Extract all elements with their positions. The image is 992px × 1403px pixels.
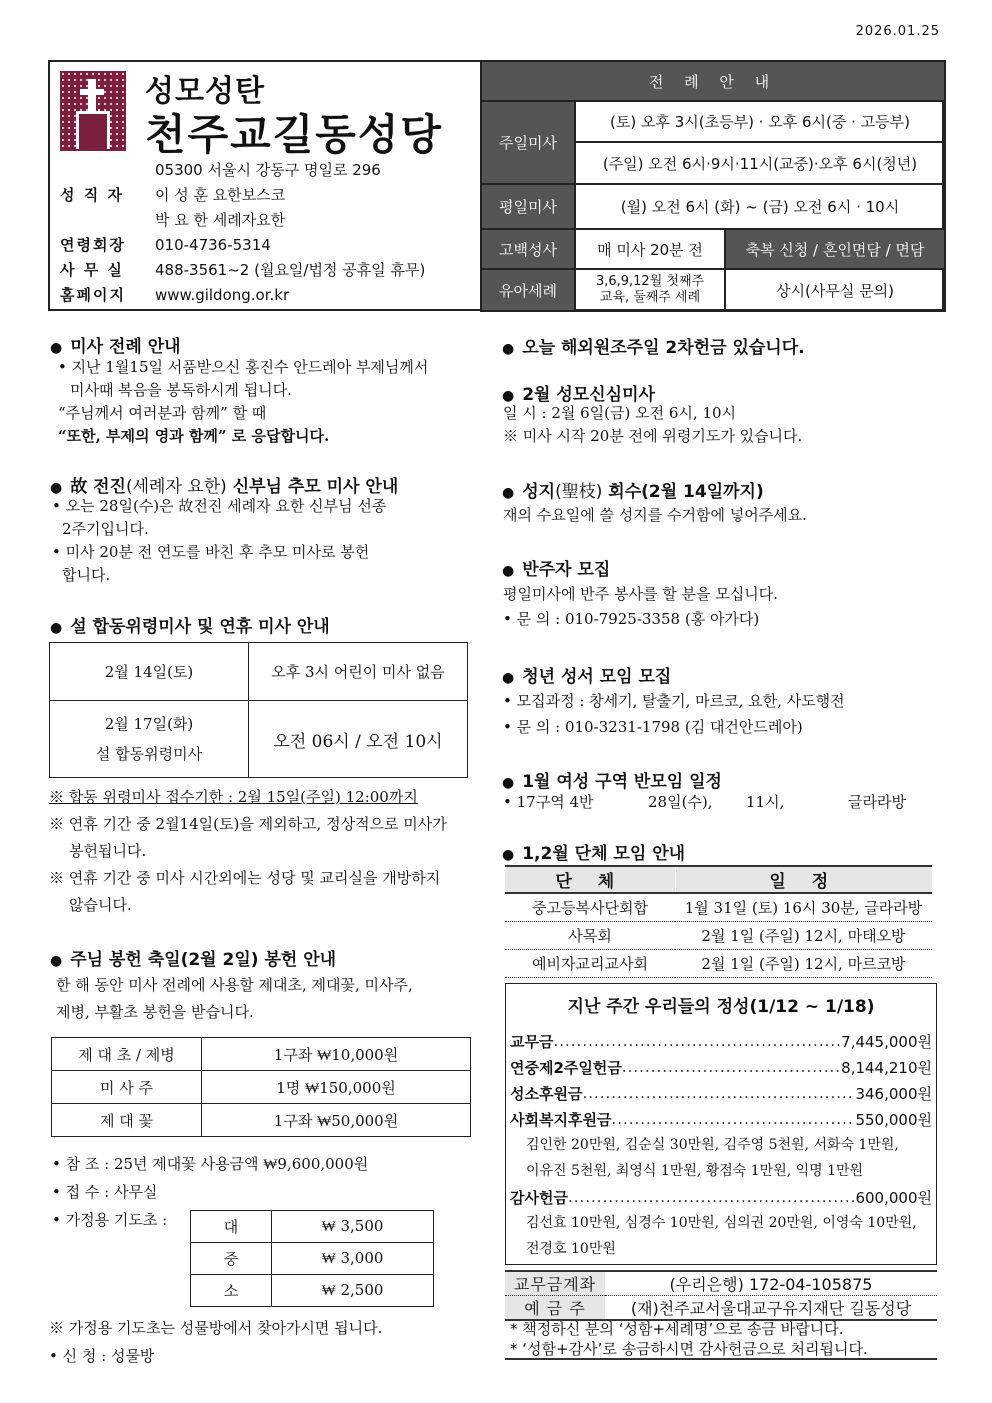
homepage-link[interactable]: www.gildong.or.kr bbox=[155, 286, 290, 304]
candle-price-table: 대 ₩ 3,500 중 ₩ 3,000 소 ₩ 2,500 bbox=[190, 1210, 434, 1307]
table-row: 사목회 2월 1일 (주일) 12시, 마태오방 bbox=[505, 921, 932, 949]
church-logo bbox=[60, 71, 126, 151]
heart-text: 일 시 : 2월 6일(금) 오전 6시, 10시 ※ 미사 시작 20분 전에 위령기도가 있습니다. bbox=[503, 404, 803, 445]
info-row: 사 무 실 488-3561~2 (월요일/법정 공휴일 휴무) bbox=[60, 261, 426, 279]
women-schedule: • 17구역 4반 28일(수), 11시, 글라라방 bbox=[503, 793, 906, 811]
liturgy-title: 전 례 안 내 bbox=[481, 61, 945, 101]
section-heart-title: ● 2월 성모신심미사 bbox=[502, 380, 655, 405]
section-groups-title: ● 1,2월 단체 모임 안내 bbox=[502, 839, 685, 864]
palm-text: 재의 수요일에 쓸 성지를 수거함에 넣어주세요. bbox=[503, 506, 807, 524]
confession-label: 고백성사 bbox=[481, 229, 575, 269]
section-memorial-title: ● 故 전진(세례자 요한) 신부님 추모 미사 안내 bbox=[50, 472, 398, 497]
info-row: 홈페이지 www.gildong.or.kr bbox=[60, 286, 290, 304]
table-row: 중고등복사단회합 1월 31일 (토) 16시 30분, 글라라방 bbox=[505, 893, 932, 921]
sunday-mass-2: (주일) 오전 6시·9시·11시(교중)·오후 6시(청년) bbox=[575, 142, 945, 184]
offering-row: 사회복지후원금 ..... 550,000원 bbox=[510, 1106, 932, 1132]
table-row: 예비자교리교사회 2월 1일 (주일) 12시, 마르코방 bbox=[505, 949, 932, 977]
offering-price-table: 제 대 초 / 제병 1구좌 ₩10,000원 미 사 주 1명 ₩150,000원 제 대 꽃 1구좌 ₩50,000원 bbox=[51, 1037, 471, 1137]
offering-text: 한 해 동안 미사 전례에 사용할 제대초, 제대꽃, 미사주, 제병, 부활초 봉헌을 받습니다. bbox=[56, 976, 413, 1021]
account-note: * ‘성함+감사’로 송금하시면 감사헌금으로 처리됩니다. bbox=[510, 1340, 868, 1358]
section-organist-title: ● 반주자 모집 bbox=[502, 555, 610, 580]
youth-text: • 모집과정 : 창세기, 탈출기, 마르코, 요한, 사도행전 • 문 의 : 010-3231-1798 (김 대건안드레아) bbox=[503, 692, 845, 736]
baptism-schedule: 3,6,9,12월 첫째주 교육, 둘째주 세례 bbox=[575, 269, 725, 311]
newyear-notes: ※ 합동 위령미사 접수기한 : 2월 15일(주일) 12:00까지 ※ 연휴 기간 중 2월14일(토)을 제외하고, 정상적으로 미사가 봉헌됩니다. ※ 연휴 기간 중 미사 시간외에는 성당 및 교리실을 개방하지 않습니다. bbox=[49, 788, 447, 914]
account-note: * 책정하신 분의 ‘성함+세례명’으로 송금 바랍니다. bbox=[510, 1320, 844, 1338]
bulletin-header bbox=[48, 60, 944, 311]
newyear-table: 2월 14일(토) 오후 3시 어린이 미사 없음 2월 17일(화) 설 합동위령미사 오전 06시 / 오전 10시 bbox=[49, 642, 468, 778]
account-table: 교무금계좌 (우리은행) 172-04-105875 예 금 주 (재)천주교서울대교구유지재단 길동성당 bbox=[505, 1270, 937, 1321]
section-women-title: ● 1월 여성 구역 반모임 일정 bbox=[502, 767, 722, 792]
divider bbox=[505, 1358, 937, 1360]
weekday-mass: (월) 오전 6시 (화) ~ (금) 오전 6시 · 10시 bbox=[575, 184, 945, 229]
section-newyear-title: ● 설 합동위령미사 및 연휴 미사 안내 bbox=[50, 612, 330, 637]
weekday-label: 평일미사 bbox=[481, 184, 575, 229]
donor-list: 전경호 10만원 bbox=[526, 1241, 616, 1257]
sunday-mass-1: (토) 오후 3시(초등부) · 오후 6시(중 · 고등부) bbox=[575, 101, 945, 142]
info-row: 연령회장 010-4736-5314 bbox=[60, 236, 271, 254]
section-youth-title: ● 청년 성서 모임 모집 bbox=[502, 662, 671, 687]
brand-title: 천주교길동성당 bbox=[145, 110, 444, 159]
info-row: 성 직 자 이 성 훈 요한보스코 bbox=[60, 186, 286, 204]
section-offering-title: ● 주님 봉헌 축일(2월 2일) 봉헌 안내 bbox=[50, 945, 336, 970]
memorial-text: • 오는 28일(수)은 故전진 세례자 요한 신부님 선종 2주기입니다. • 미사 20분 전 연도를 바친 후 추모 미사로 봉헌 합니다. bbox=[52, 497, 387, 584]
donor-list: 이유진 5천원, 최영식 1만원, 황점숙 1만원, 익명 1만원 bbox=[526, 1163, 864, 1179]
sunday-label: 주일미사 bbox=[481, 101, 575, 184]
section-palm-title: ● 성지(聖枝) 회수(2월 14일까지) bbox=[502, 477, 764, 502]
overseas-notice: ● 오늘 해외원조주일 2차헌금 있습니다. bbox=[502, 333, 805, 358]
offering-row: 성소후원금 ..... 346,000원 bbox=[510, 1080, 932, 1106]
account-holder: (재)천주교서울대교구유지재단 길동성당 bbox=[605, 1296, 937, 1321]
issue-date: 2026.01.25 bbox=[855, 24, 940, 39]
mass-text: • 지난 1월15일 서품받으신 홍진수 안드레아 부제님께서 미사때 복음을 봉독하시게 됩니다. “주님께서 여러분과 함께” 할 때 “또한, 부제의 영과 함께” 로 응답합니다. bbox=[58, 358, 429, 445]
account-number: (우리은행) 172-04-105875 bbox=[605, 1271, 937, 1296]
baptism-contact: 상시(사무실 문의) bbox=[725, 269, 945, 311]
offering-row: 교무금 ..... 7,445,000원 bbox=[510, 1028, 932, 1054]
baptism-label: 유아세례 bbox=[481, 269, 575, 311]
candle-notes: ※ 가정용 기도초는 성물방에서 찾아가시면 됩니다. • 신 청 : 성물방 bbox=[49, 1319, 383, 1365]
info-row: 박 요 한 세례자요한 bbox=[155, 211, 286, 229]
offering-info: • 참 조 : 25년 제대꽃 사용금액 ₩9,600,000원 • 접 수 : 사무실 • 가정용 기도초 : bbox=[52, 1155, 369, 1229]
liturgy-table bbox=[480, 60, 946, 312]
organist-text: 평일미사에 반주 봉사를 할 분을 모십니다. • 문 의 : 010-7925-3358 (홍 아가다) bbox=[503, 585, 778, 628]
weekly-offerings-box bbox=[505, 983, 937, 1265]
address: 05300 서울시 강동구 명일로 296 bbox=[155, 161, 381, 179]
blessing-info: 축복 신청 / 혼인면담 / 면담 bbox=[725, 229, 945, 269]
offering-row: 감사헌금 ..... 600,000원 bbox=[510, 1184, 932, 1210]
offerings-title: 지난 주간 우리들의 정성(1/12 ~ 1/18) bbox=[567, 997, 875, 1017]
groups-table: 단 체 일 정 중고등복사단회합 1월 31일 (토) 16시 30분, 글라라방 사목회 2월 1일 (주일) 12시, 마태오방 예비자교리교사회 2월 1일 (주일) 12시, 마르코방 bbox=[505, 865, 932, 978]
section-mass-title: ● 미사 전례 안내 bbox=[50, 332, 181, 357]
donor-list: 김인한 20만원, 김순실 30만원, 김주영 5천원, 서화숙 1만원, bbox=[526, 1137, 899, 1153]
donor-list: 김선효 10만원, 심경수 10만원, 심의권 20만원, 이영숙 10만원, bbox=[526, 1215, 917, 1231]
brand-subtitle: 성모성탄 bbox=[145, 74, 265, 109]
confession-time: 매 미사 20분 전 bbox=[575, 229, 725, 269]
offering-row: 연중제2주일헌금 ..... 8,144,210원 bbox=[510, 1054, 932, 1080]
